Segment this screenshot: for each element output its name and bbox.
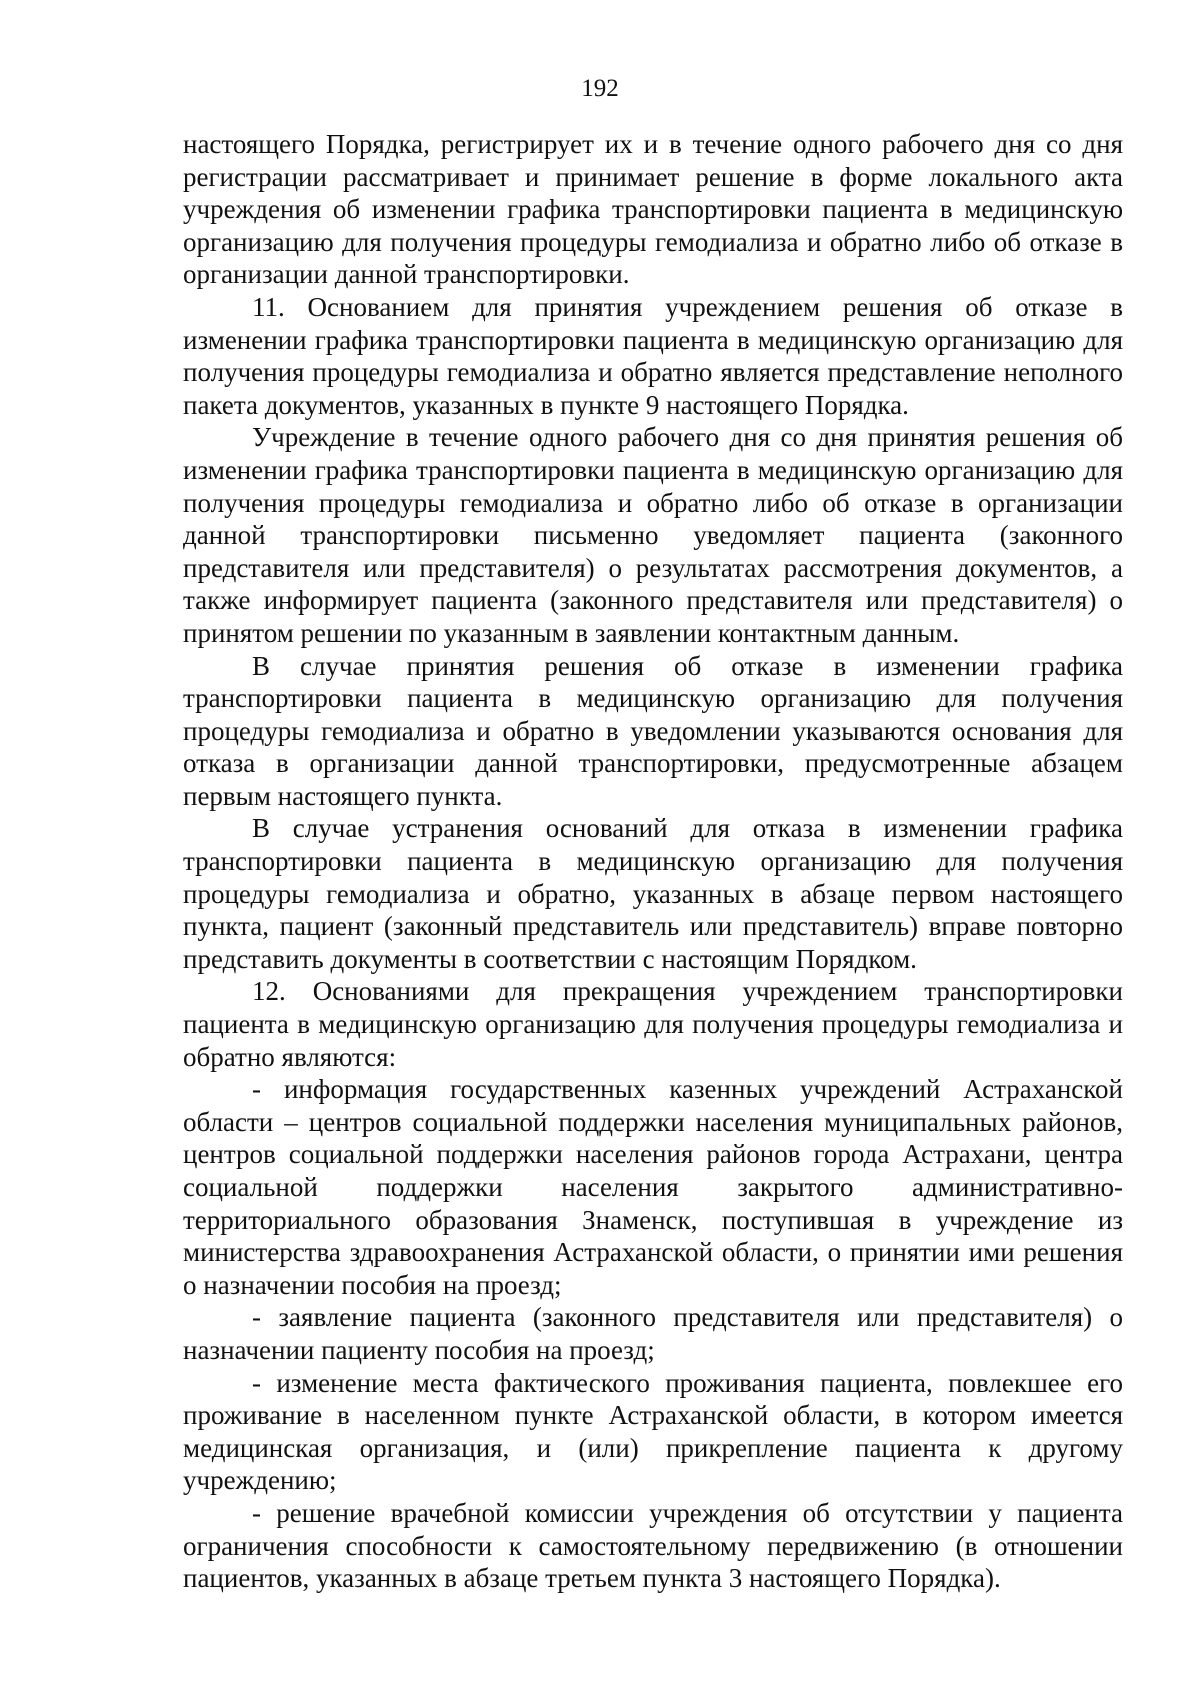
list-item-patient-application: - заявление пациента (законного представителя или представителя) о назначении пациенту пособия на проезд; (183, 1302, 1123, 1365)
list-item-social-support-info: - информация государственных казенных учреждений Астраханской области – центров социальной поддержки населения муниципальных районов, центров социальной поддержки населения районов города Астрахани, центра социальной поддержки населения закрытого административно-территориального образования Знаменск, поступившая в учреждение из министерства здравоохранения Астраханской области, о принятии ими решения о назначении пособия на проезд; (183, 1074, 1123, 1300)
list-item-residence-change: - изменение места фактического проживания пациента, повлекшее его проживание в населенном пункте Астраханской области, в котором имеется медицинская организация, и (или) прикрепление пациента к другому учреждению; (183, 1367, 1123, 1496)
paragraph-clause-12: 12. Основаниями для прекращения учреждением транспортировки пациента в медицинскую организацию для получения процедуры гемодиализа и обратно являются: (183, 976, 1123, 1072)
paragraph-continuation: настоящего Порядка, регистрирует их и в течение одного рабочего дня со дня регистрации рассматривает и принимает решение в форме локального акта учреждения об изменении графика транспортировки пациента в медицинскую организацию для получения процедуры гемодиализа и обратно либо об отказе в организации данной транспортировки. (183, 129, 1123, 290)
page-number: 192 (581, 75, 619, 102)
paragraph-resubmission: В случае устранения оснований для отказа в изменении графика транспортировки пациента в медицинскую организацию для получения процедуры гемодиализа и обратно, указанных в абзаце первом настоящего пункта, пациент (законный представитель или представитель) вправе повторно представить документы в соответствии с настоящим Порядком. (183, 813, 1123, 974)
paragraph-notification: Учреждение в течение одного рабочего дня со дня принятия решения об изменении графика транспортировки пациента в медицинскую организацию для получения процедуры гемодиализа и обратно либо об отказе в организации данной транспортировки письменно уведомляет пациента (законного представителя или представителя) о результатах рассмотрения документов, а также информирует пациента (законного представителя или представителя) о принятом решении по указанным в заявлении контактным данным. (183, 422, 1123, 648)
paragraph-refusal-grounds: В случае принятия решения об отказе в изменении графика транспортировки пациента в медицинскую организацию для получения процедуры гемодиализа и обратно в уведомлении указываются основания для отказа в организации данной транспортировки, предусмотренные абзацем первым настоящего пункта. (183, 650, 1123, 811)
list-item-medical-commission: - решение врачебной комиссии учреждения об отсутствии у пациента ограничения способности к самостоятельному передвижению (в отношении пациентов, указанных в абзаце третьем пункта 3 настоящего Порядка). (183, 1497, 1123, 1594)
document-body (183, 128, 1123, 1595)
paragraph-clause-11: 11. Основанием для принятия учреждением решения об отказе в изменении графика транспортировки пациента в медицинскую организацию для получения процедуры гемодиализа и обратно является представление неполного пакета документов, указанных в пункте 9 настоящего Порядка. (183, 291, 1123, 420)
